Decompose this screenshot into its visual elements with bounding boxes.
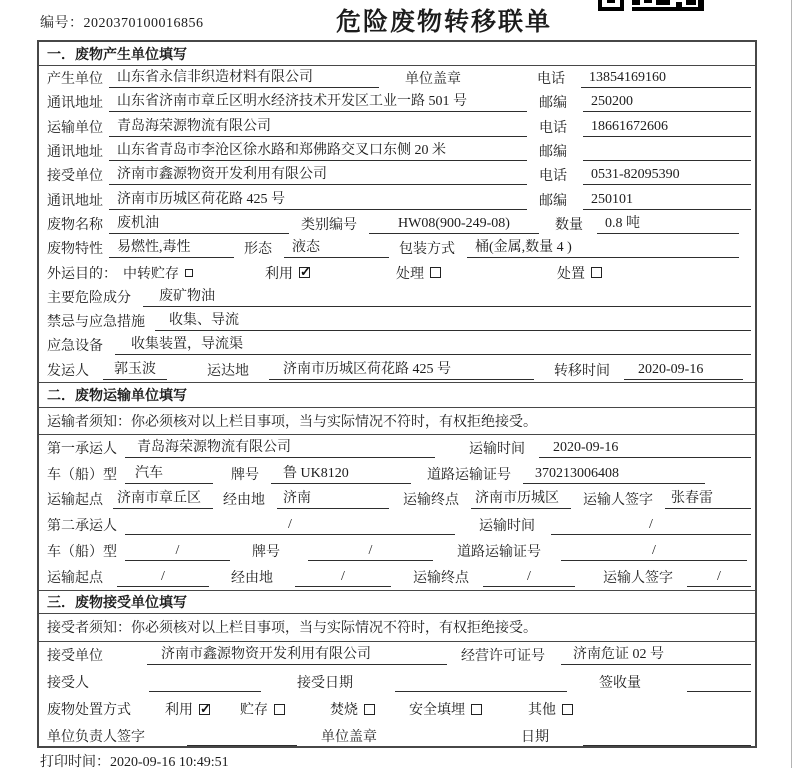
serial-value: 2020370100016856 bbox=[83, 16, 204, 31]
print-time-label: 打印时间： bbox=[40, 755, 110, 768]
plate-number-value: 鲁 UK8120 bbox=[271, 464, 411, 484]
receiver-phone-label: 电话 bbox=[539, 169, 567, 185]
transfer-time-label: 转移时间 bbox=[554, 363, 610, 379]
vehicle-type-label: 车（船）型 bbox=[47, 467, 117, 483]
plate-number-label: 牌号 bbox=[252, 544, 280, 560]
taboo-measures-row bbox=[39, 309, 755, 333]
outbound-purpose-row bbox=[39, 260, 755, 284]
purpose-option-label: 处置 bbox=[557, 266, 585, 282]
disposal-option-label: 贮存 bbox=[240, 703, 268, 719]
road-permit-value: 370213006408 bbox=[523, 464, 705, 484]
acceptor-label: 接受人 bbox=[47, 676, 89, 692]
vehicle-type-value: / bbox=[125, 541, 230, 561]
producer-address-label: 通讯地址 bbox=[47, 96, 103, 112]
end-label: 运输终点 bbox=[413, 570, 469, 586]
checkbox-checked-icon bbox=[299, 267, 310, 278]
road-permit-label: 道路运输证号 bbox=[457, 544, 541, 560]
unit-seal-label: 单位盖章 bbox=[321, 730, 377, 746]
checkbox-checked-icon bbox=[199, 704, 210, 715]
transport-address-row bbox=[39, 139, 755, 163]
second-carrier-value: / bbox=[125, 515, 455, 535]
main-hazard-value: 废矿物油 bbox=[143, 287, 751, 307]
origin-label: 运输起点 bbox=[47, 570, 103, 586]
license-value: 济南危证 02 号 bbox=[561, 645, 751, 665]
disposal-option-store bbox=[240, 699, 285, 719]
end-value: 济南市历城区 bbox=[471, 489, 571, 509]
emergency-equipment-label: 应急设备 bbox=[47, 339, 103, 355]
road-permit-value: / bbox=[561, 541, 747, 561]
second-vehicle-row bbox=[39, 538, 755, 564]
transporter-notice: 运输者须知：你必须核对以上栏目事项，当与实际情况不符时，有权拒绝接受。 bbox=[39, 408, 755, 435]
second-carrier-time-value: / bbox=[551, 515, 751, 535]
receiver-phone-value: 0531-82095390 bbox=[583, 165, 751, 185]
disposal-option-incinerate bbox=[330, 699, 375, 719]
transport-phone-label: 电话 bbox=[539, 120, 567, 136]
origin-value: 济南市章丘区 bbox=[113, 489, 213, 509]
transport-unit-label: 运输单位 bbox=[47, 120, 103, 136]
transporter-sign-label: 运输人签字 bbox=[583, 493, 653, 509]
section2-header: 二．废物运输单位填写 bbox=[39, 382, 755, 408]
transport-phone-value: 18661672606 bbox=[583, 117, 751, 137]
outbound-purpose-label: 外运目的： bbox=[47, 266, 117, 282]
waste-name-row bbox=[39, 212, 755, 236]
transport-zip-label: 邮编 bbox=[539, 145, 567, 161]
shipper-row bbox=[39, 358, 755, 382]
accept-unit-label: 接受单位 bbox=[47, 649, 103, 665]
shipper-value: 郭玉波 bbox=[103, 360, 167, 380]
second-carrier-row bbox=[39, 512, 755, 538]
receiver-unit-row bbox=[39, 163, 755, 187]
section1-header: 一．废物产生单位填写 bbox=[39, 42, 755, 66]
unit-seal-label: 单位盖章 bbox=[405, 72, 461, 88]
producer-address-row bbox=[39, 90, 755, 114]
producer-unit-value: 山东省永信非织造材料有限公司 bbox=[109, 68, 379, 88]
receiver-zip-value: 250101 bbox=[583, 190, 751, 210]
producer-zip-value: 250200 bbox=[583, 92, 751, 112]
page-edge-line bbox=[791, 0, 792, 768]
vehicle-type-value: 汽车 bbox=[125, 464, 213, 484]
packaging-label: 包装方式 bbox=[399, 242, 455, 258]
category-code-value: HW08(900-249-08) bbox=[369, 214, 539, 234]
form-label: 形态 bbox=[244, 242, 272, 258]
responsible-sign-label: 单位负责人签字 bbox=[47, 730, 145, 746]
accept-unit-value: 济南市鑫源物资开发利用有限公司 bbox=[147, 645, 447, 665]
plate-number-label: 牌号 bbox=[231, 467, 259, 483]
checkbox-icon bbox=[274, 704, 285, 715]
receiver-address-row bbox=[39, 187, 755, 211]
transport-time-label: 运输时间 bbox=[479, 519, 535, 535]
manifest-form bbox=[37, 40, 757, 748]
first-route-row bbox=[39, 486, 755, 512]
checkbox-icon bbox=[185, 269, 193, 277]
taboo-measures-value: 收集、导流 bbox=[155, 311, 751, 331]
sign-quantity-value bbox=[687, 672, 751, 692]
receiver-zip-label: 邮编 bbox=[539, 193, 567, 209]
first-carrier-value: 青岛海荣源物流有限公司 bbox=[125, 438, 435, 458]
via-label: 经由地 bbox=[231, 570, 273, 586]
destination-label: 运达地 bbox=[207, 363, 249, 379]
emergency-equipment-value: 收集装置，导流渠 bbox=[115, 335, 751, 355]
transport-unit-row bbox=[39, 115, 755, 139]
checkbox-icon bbox=[471, 704, 482, 715]
qr-code-icon bbox=[598, 0, 706, 11]
transport-address-label: 通讯地址 bbox=[47, 145, 103, 161]
road-permit-label: 道路运输证号 bbox=[427, 467, 511, 483]
transport-zip-value bbox=[583, 141, 751, 161]
print-time-value: 2020-09-16 10:49:51 bbox=[110, 755, 229, 768]
transfer-time-value: 2020-09-16 bbox=[624, 360, 743, 380]
via-value: 济南 bbox=[277, 489, 389, 509]
checkbox-icon bbox=[591, 267, 602, 278]
receiver-address-value: 济南市历城区荷花路 425 号 bbox=[109, 190, 527, 210]
waste-name-label: 废物名称 bbox=[47, 217, 103, 233]
origin-label: 运输起点 bbox=[47, 493, 103, 509]
emergency-equipment-row bbox=[39, 333, 755, 357]
producer-phone-label: 电话 bbox=[537, 72, 565, 88]
producer-address-value: 山东省济南市章丘区明水经济技术开发区工业一路 501 号 bbox=[109, 92, 527, 112]
quantity-label: 数量 bbox=[555, 217, 583, 233]
waste-name-value: 废机油 bbox=[109, 214, 289, 234]
end-label: 运输终点 bbox=[403, 493, 459, 509]
transporter-sign-value: 张春雷 bbox=[665, 489, 751, 509]
producer-zip-label: 邮编 bbox=[539, 96, 567, 112]
date-label: 日期 bbox=[521, 730, 549, 746]
accept-date-value bbox=[395, 672, 567, 692]
packaging-value: 桶(金属,数量 4 ) bbox=[467, 238, 739, 258]
disposal-option-landfill bbox=[409, 699, 482, 719]
checkbox-icon bbox=[430, 267, 441, 278]
plate-number-value: / bbox=[308, 541, 433, 561]
purpose-option-utilize bbox=[265, 263, 310, 283]
acceptor-row bbox=[39, 669, 755, 696]
second-route-row bbox=[39, 564, 755, 590]
category-code-label: 类别编号 bbox=[301, 217, 357, 233]
disposal-option-label: 利用 bbox=[165, 703, 193, 719]
transport-address-value: 山东省青岛市李沧区徐水路和郑佛路交叉口东侧 20 米 bbox=[109, 141, 527, 161]
purpose-option-dispose bbox=[557, 263, 602, 283]
quantity-value: 0.8 吨 bbox=[597, 214, 739, 234]
purpose-option-transfer-storage bbox=[123, 263, 193, 283]
accept-unit-row bbox=[39, 642, 755, 669]
purpose-option-label: 处理 bbox=[396, 266, 424, 282]
receiver-address-label: 通讯地址 bbox=[47, 193, 103, 209]
transport-unit-value: 青岛海荣源物流有限公司 bbox=[109, 117, 527, 137]
waste-property-value: 易燃性,毒性 bbox=[109, 238, 234, 258]
serial-label: 编号： bbox=[40, 16, 84, 31]
main-hazard-row bbox=[39, 285, 755, 309]
producer-unit-row bbox=[39, 66, 755, 90]
acceptor-value bbox=[149, 672, 261, 692]
print-time bbox=[40, 751, 229, 768]
purpose-option-treat bbox=[396, 263, 441, 283]
receiver-unit-label: 接受单位 bbox=[47, 169, 103, 185]
transporter-sign-label: 运输人签字 bbox=[603, 570, 673, 586]
sign-quantity-label: 签收量 bbox=[599, 676, 641, 692]
end-value: / bbox=[483, 567, 575, 587]
license-label: 经营许可证号 bbox=[461, 649, 545, 665]
first-carrier-label: 第一承运人 bbox=[47, 441, 117, 457]
second-carrier-label: 第二承运人 bbox=[47, 519, 117, 535]
page-title: 危险废物转移联单 bbox=[335, 8, 552, 36]
purpose-option-label: 中转贮存 bbox=[123, 266, 179, 282]
first-vehicle-row bbox=[39, 461, 755, 487]
responsible-sign-value bbox=[187, 726, 297, 746]
transporter-sign-value: / bbox=[687, 567, 751, 587]
disposal-method-row bbox=[39, 696, 755, 723]
disposal-option-other bbox=[528, 699, 573, 719]
disposal-option-label: 安全填埋 bbox=[409, 703, 465, 719]
disposal-option-label: 其他 bbox=[528, 703, 556, 719]
date-value bbox=[583, 726, 751, 746]
producer-phone-value: 13854169160 bbox=[581, 68, 751, 88]
taboo-measures-label: 禁忌与应急措施 bbox=[47, 315, 145, 331]
disposal-option-utilize bbox=[165, 699, 210, 719]
form-value: 液态 bbox=[284, 238, 389, 258]
destination-value: 济南市历城区荷花路 425 号 bbox=[269, 360, 534, 380]
main-hazard-label: 主要危险成分 bbox=[47, 290, 131, 306]
first-carrier-time-value: 2020-09-16 bbox=[539, 438, 751, 458]
waste-property-label: 废物特性 bbox=[47, 242, 103, 258]
receiver-unit-value: 济南市鑫源物资开发利用有限公司 bbox=[109, 165, 527, 185]
checkbox-icon bbox=[364, 704, 375, 715]
first-carrier-row bbox=[39, 435, 755, 461]
purpose-option-label: 利用 bbox=[265, 266, 293, 282]
via-label: 经由地 bbox=[223, 493, 265, 509]
transport-time-label: 运输时间 bbox=[469, 441, 525, 457]
producer-unit-label: 产生单位 bbox=[47, 72, 103, 88]
document-header bbox=[0, 0, 796, 40]
shipper-label: 发运人 bbox=[47, 363, 89, 379]
waste-property-row bbox=[39, 236, 755, 260]
acceptor-notice: 接受者须知：你必须核对以上栏目事项，当与实际情况不符时，有权拒绝接受。 bbox=[39, 614, 755, 642]
responsible-sign-row bbox=[39, 723, 755, 750]
via-value: / bbox=[295, 567, 391, 587]
origin-value: / bbox=[117, 567, 209, 587]
disposal-method-label: 废物处置方式 bbox=[47, 703, 131, 719]
disposal-option-label: 焚烧 bbox=[330, 703, 358, 719]
accept-date-label: 接受日期 bbox=[297, 676, 353, 692]
section3-header: 三．废物接受单位填写 bbox=[39, 590, 755, 614]
checkbox-icon bbox=[562, 704, 573, 715]
vehicle-type-label: 车（船）型 bbox=[47, 544, 117, 560]
